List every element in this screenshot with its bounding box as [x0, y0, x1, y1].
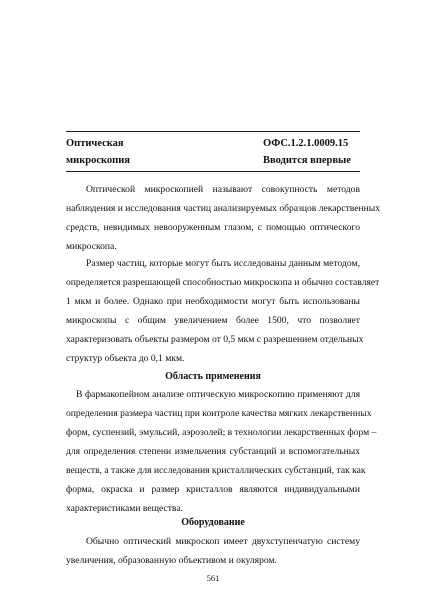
- document-title-line-2: микроскопия: [66, 155, 130, 166]
- scope-line: для определения степени измельчения субстанций и вспомогательных: [66, 446, 360, 457]
- scope-line: В фармакопейном анализе оптическую микроскопию применяют для: [76, 389, 360, 400]
- equipment-line: Обычно оптический микроскоп имеет двухступенчатую систему: [86, 536, 360, 547]
- page-number: 561: [206, 573, 220, 583]
- section-heading-equipment: Оборудование: [181, 517, 245, 528]
- document-status: Вводится впервые: [263, 155, 351, 166]
- header-top-rule: [66, 131, 360, 132]
- header-bottom-rule: [66, 171, 360, 172]
- section-heading-scope: Область применения: [165, 371, 261, 382]
- scope-line: форма, окраска и размер кристаллов являются индивидуальными: [66, 484, 360, 495]
- resolution-line: определяется разрешающей способностью микроскопа и обычно составляет: [66, 277, 380, 288]
- intro-line: наблюдения и исследования частиц анализируемых образцов лекарственных: [66, 203, 381, 214]
- scope-line: определения размера частиц при контроле качества мягких лекарственных: [66, 408, 372, 419]
- document-title: [66, 135, 130, 169]
- scope-line: форм, суспензий, эмульсий, аэрозолей; в технологии лекарственных форм –: [66, 427, 377, 438]
- resolution-line: 1 мкм и более. Однако при необходимости могут быть использованы: [66, 296, 360, 307]
- document-code: ОФС.1.2.1.0009.15: [263, 138, 349, 149]
- scope-line: веществ, а также для исследования кристаллических субстанций, так как: [66, 465, 366, 476]
- intro-line: средств, невидимых невооруженным глазом, с помощью оптического: [66, 222, 360, 233]
- equipment-line: увеличения, образованную объективом и окуляром.: [66, 555, 277, 566]
- document-title-line-1: Оптическая: [66, 138, 124, 149]
- intro-line: Оптической микроскопией называют совокупность методов: [86, 184, 360, 195]
- resolution-line: Размер частиц, которые могут быть исследованы данным методом,: [86, 258, 360, 269]
- document-code-block: [263, 135, 351, 169]
- intro-line: микроскопа.: [66, 241, 117, 252]
- resolution-line: микроскопы с общим увеличением более 1500, что позволяет: [66, 315, 360, 326]
- resolution-line: структур объекта до 0,1 мкм.: [66, 353, 185, 364]
- scope-line: характеристиками вещества.: [66, 503, 183, 514]
- resolution-line: характеризовать объекты размером от 0,5 мкм с разрешением отдельных: [66, 334, 364, 345]
